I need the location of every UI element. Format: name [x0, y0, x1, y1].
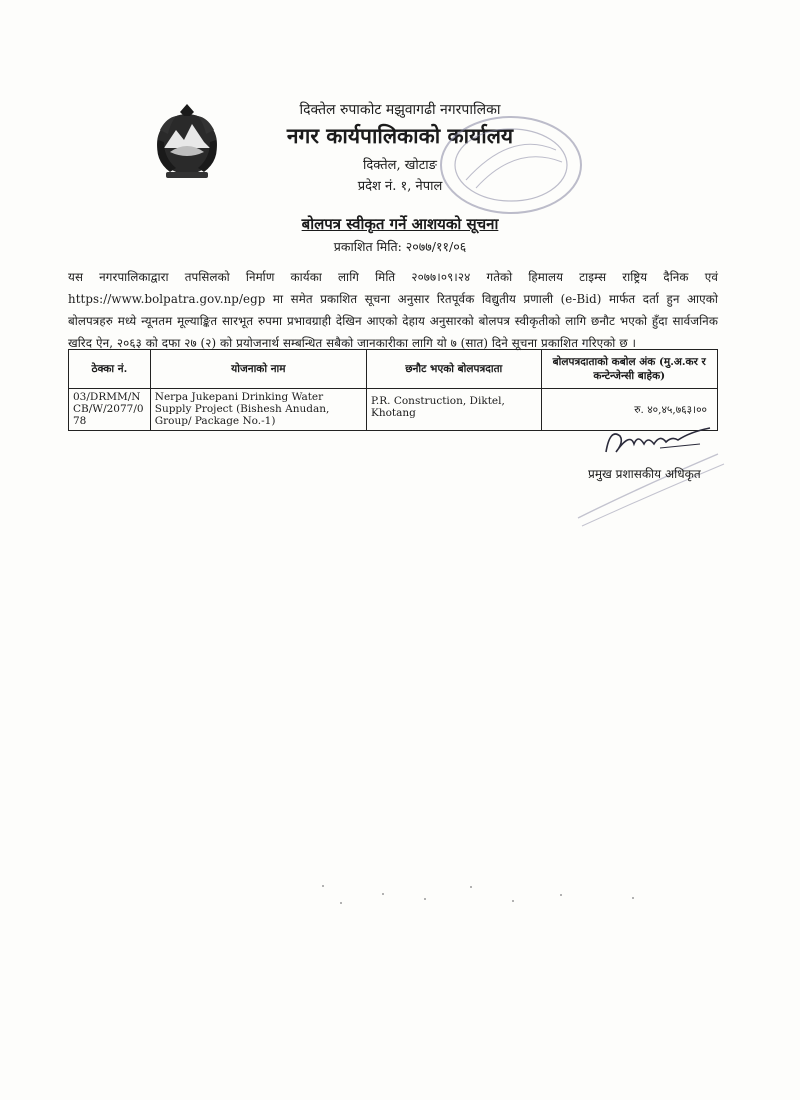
header-contractor: छनौट भएको बोलपत्रदाता [366, 350, 541, 389]
header-bid-amount: बोलपत्रदाताको कबोल अंक (मु.अ.कर र कन्टेन्जेन्सी बाहेक) [541, 350, 717, 389]
province-line: प्रदेश नं. १, नेपाल [357, 179, 443, 194]
scan-speck [340, 902, 342, 904]
cell-contract-no: 03/DRMM/NCB/W/2077/078 [69, 389, 151, 431]
header-project-name: योजनाको नाम [150, 350, 366, 389]
published-date: प्रकाशित मिति: २०७७/११/०६ [333, 239, 467, 254]
scan-speck [560, 894, 562, 896]
cell-contractor: P.R. Construction, Diktel, Khotang [366, 389, 541, 431]
notice-title-text: बोलपत्र स्वीकृत गर्ने आशयको सूचना [301, 215, 499, 233]
office-name: नगर कार्यपालिकाको कार्यालय [286, 123, 514, 148]
scan-speck [632, 897, 634, 899]
scan-speck [512, 900, 514, 902]
signatory-stamp-icon [568, 448, 728, 528]
notice-title [0, 214, 800, 234]
cell-project-name: Nerpa Jukepani Drinking Water Supply Project (Bishesh Anudan, Group/ Package No.-1) [150, 389, 366, 431]
office-stamp-icon [436, 110, 586, 220]
cell-bid-amount: रु. ४०,४५,७६३।०० [541, 389, 717, 431]
table-header-row [69, 350, 718, 389]
office-location: दिक्तेल, खोटाङ [363, 158, 437, 173]
bid-table [68, 349, 718, 431]
scan-speck [424, 898, 426, 900]
signatory-title: प्रमुख प्रशासकीय अधिकृत [588, 467, 701, 481]
notice-body: यस नगरपालिकाद्वारा तपसिलको निर्माण कार्यका लागि मिति २०७७।०९।२४ गतेको हिमालय टाइम्स राष्ट्रिय दैनिक एवं https://www.bolpatra.gov.np/egp मा समेत प्रकाशित सूचना अनुसार रितपूर्वक विद्युतीय प्रणाली (e-Bid) मार्फत दर्ता हुन आएको बोलपत्रहरु मध्ये न्यूनतम मूल्याङ्कित सारभूत रुपमा प्रभावग्राही देखिन आएको देहाय अनुसारको बोलपत्र स्वीकृतीको लागि छनौट भएको हुँदा सार्वजनिक खरिद ऐन, २०६३ को दफा २७ (२) को प्रयोजनार्थ सम्बन्धित सबैको जानकारीका लागि यो ७ (सात) दिने सूचना प्रकाशित गरिएको छ । [68, 270, 718, 350]
scan-speck [322, 885, 324, 887]
scan-speck [470, 886, 472, 888]
municipality-name: दिक्तेल रुपाकोट मझुवागढी नगरपालिका [299, 102, 501, 118]
scan-speck [382, 893, 384, 895]
header-contract-no: ठेक्का नं. [69, 350, 151, 389]
